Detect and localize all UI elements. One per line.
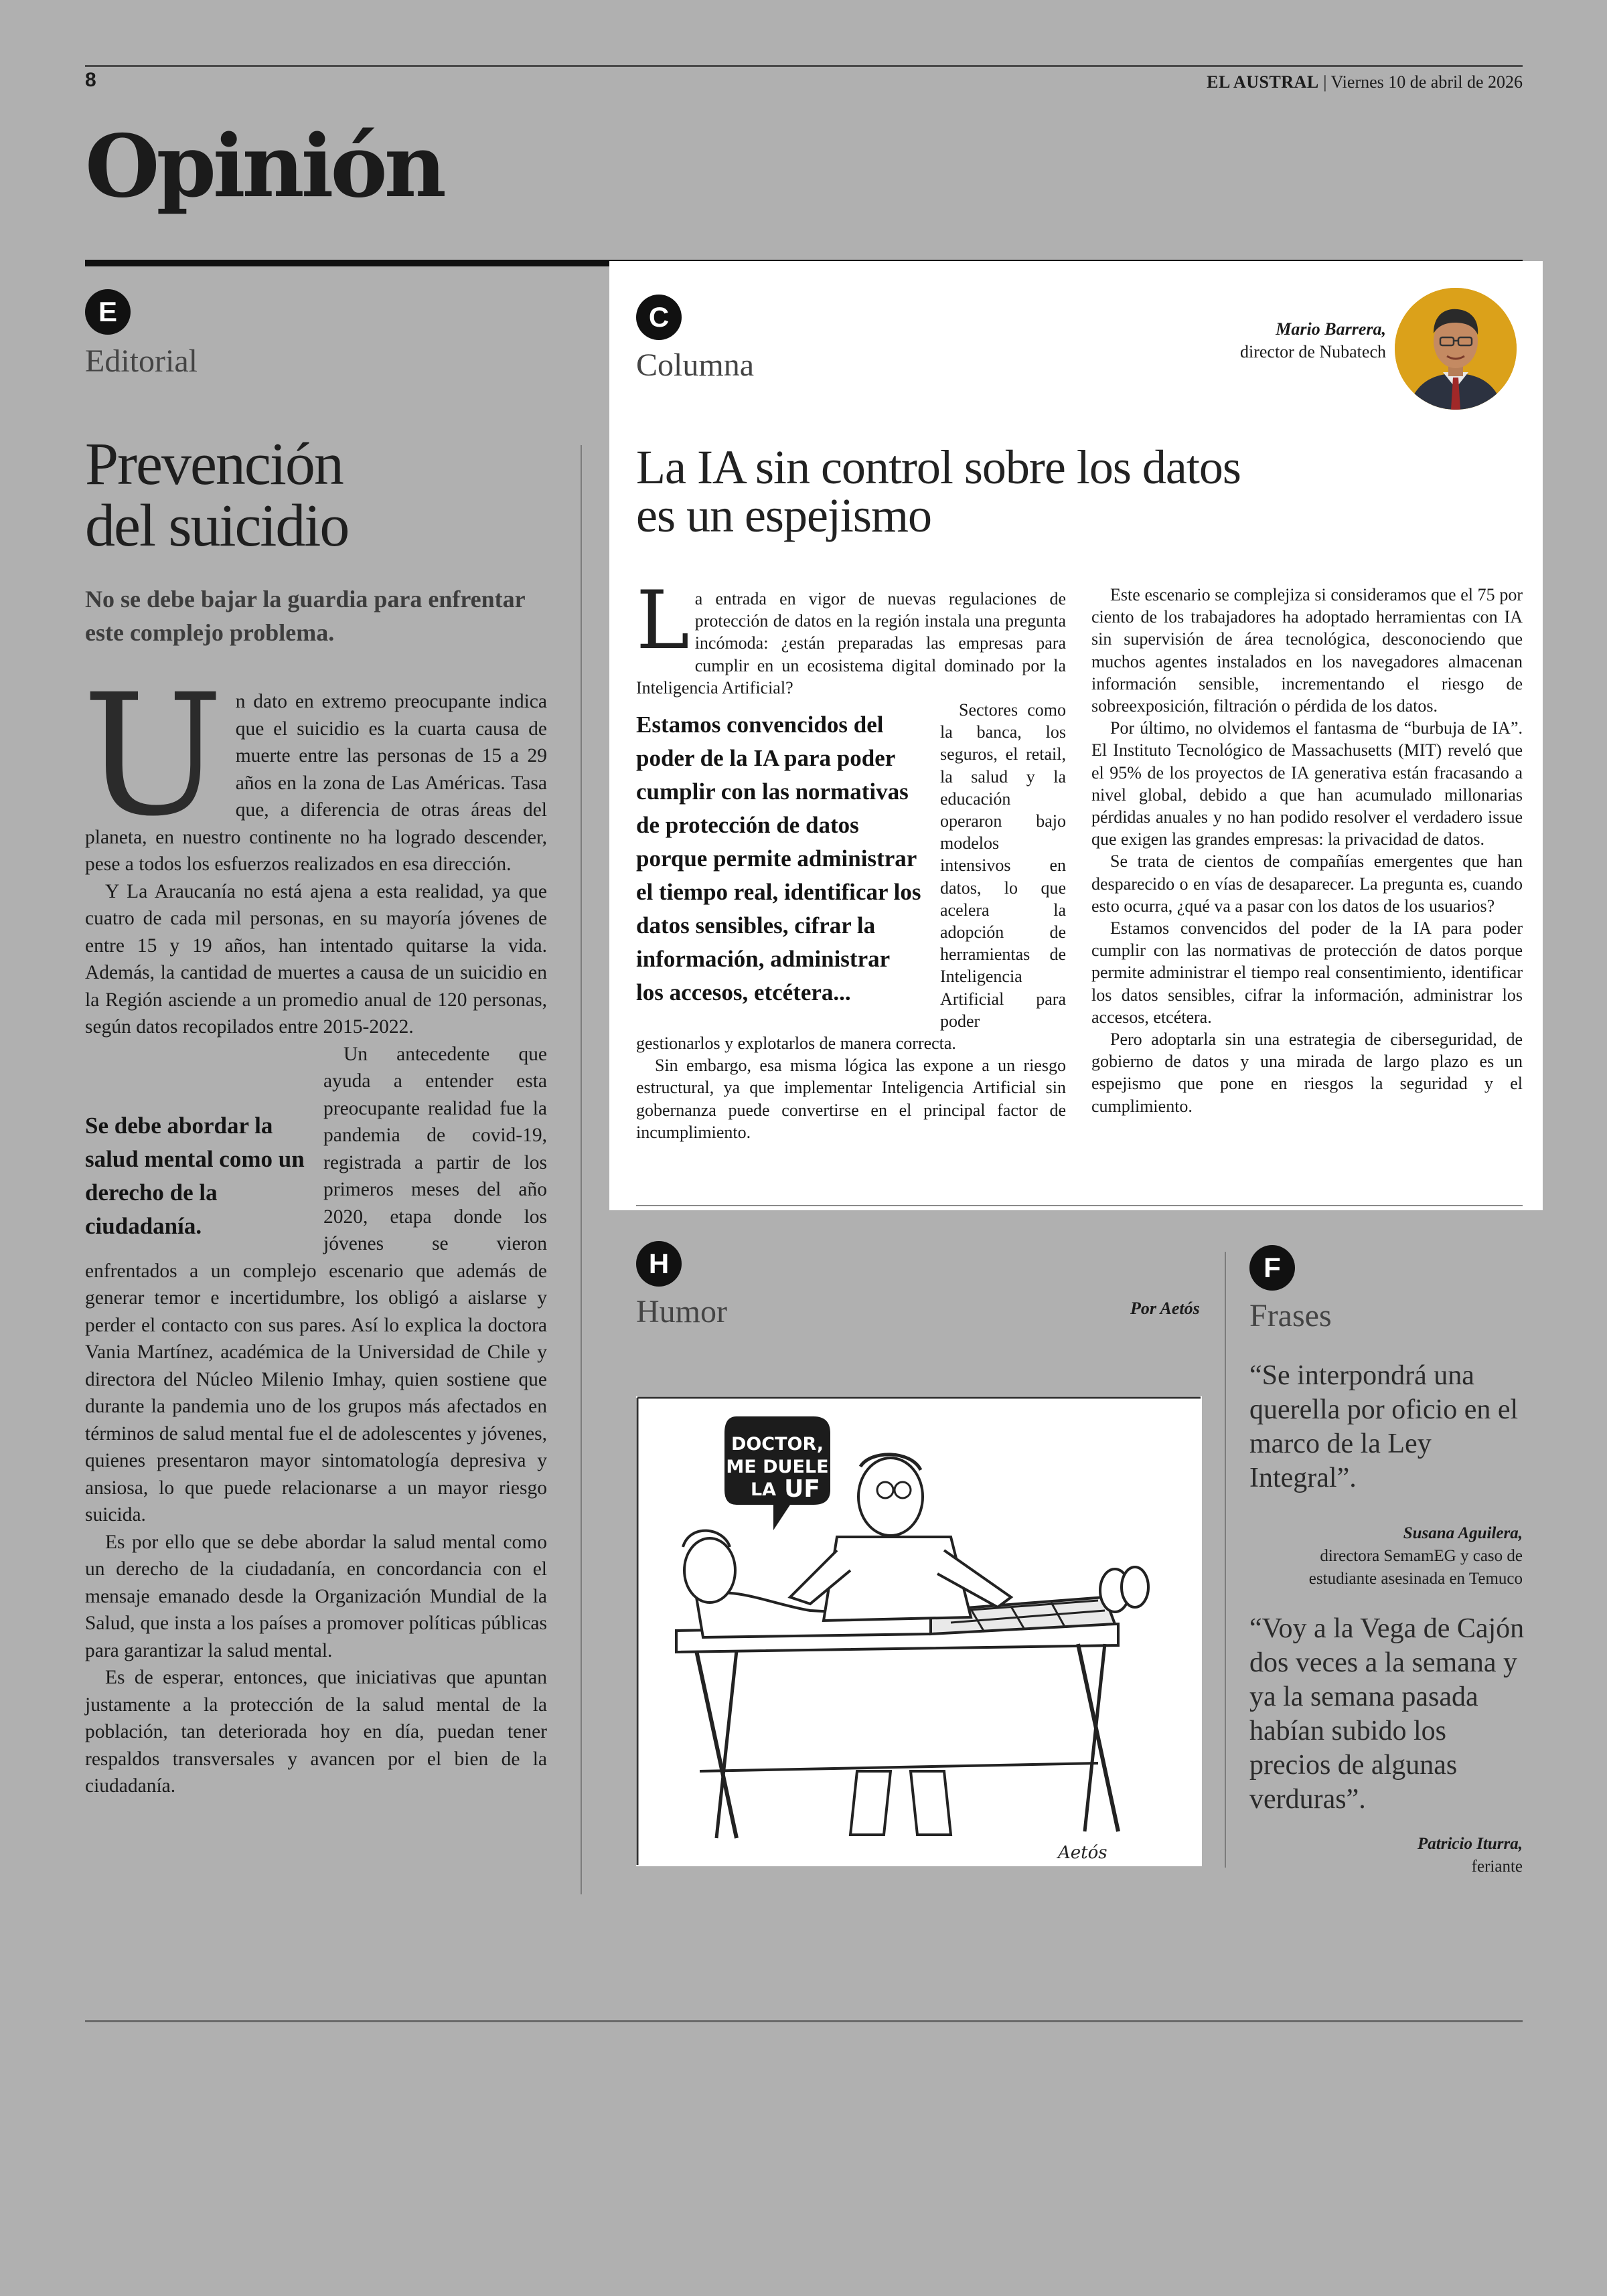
humor-badge: H (636, 1241, 682, 1287)
editorial-deck: No se debe bajar la guardia para enfrentar este complejo problema. (85, 586, 525, 646)
editorial-paragraph: n dato en extremo preocupante indica que el suicidio es la cuarta causa de muerte entre las personas de 15 a 29 años en la zona de Las Américas. Tasa que, a diferencia de otras áreas del planeta, en nuestro continente no ha logrado descender, pese a todos los esfuerzos realizados en esa dirección. (85, 691, 547, 875)
humor-credit: Por Aetós (1130, 1299, 1200, 1318)
column-headline-line2: es un espejismo (636, 489, 931, 542)
humor-kicker: Humor (636, 1294, 727, 1329)
column-paragraph: Sin embargo, esa misma lógica las expone a un riesgo estructural, ya que implementar Inteligencia Artificial sin gobernanza puede convertirse en el principal factor de incumplimiento. (636, 1056, 1066, 1142)
column-paragraph: Pero adoptarla sin una estrategia de ciberseguridad, de gobierno de datos y una mirada de largo plazo es un espejismo que pone en riesgos la seguridad y el cumplimiento. (1091, 1030, 1523, 1116)
editorial-paragraph: Un antecedente que ayuda a entender esta preocupante realidad fue la pandemia de covid-19, registrada a partir de los primeros meses del año 2020, etapa donde los jóvenes se vieron enfrentados a un complejo escenario que además de generar temor e incertidumbre, los obligó a aislarse y perder el contacto con sus pares. Así lo explica la doctora Vania Martínez, académica de la Universidad de Chile y directora del Núcleo Milenio Imhay, quien sostiene que durante la pandemia uno de los grupos más afectados en términos de salud mental fue el de adolescentes y jóvenes, quienes presentaron mayor sintomatología depresiva y ansiosa, lo que puede relacionarse a un mayor riesgo suicida. (85, 1043, 547, 1526)
humor-frases-divider (1225, 1252, 1226, 1868)
column-headline (636, 440, 1241, 542)
quote-1-author-role-1: directora SemamEG y caso de (1320, 1547, 1523, 1565)
editorial-body (82, 658, 547, 1800)
editorial-paragraph: Es por ello que se debe abordar la salud mental como un derecho de la ciudadanía, en concordancia con el mensaje emanado desde la Organización Mundial de la Salud, que insta a los países a promover políticas públicas para garantizar la salud mental. (85, 1531, 547, 1661)
editorial-headline (85, 431, 349, 559)
column-headline-line1: La IA sin control sobre los datos (636, 440, 1241, 494)
author-avatar (1395, 288, 1517, 410)
quote-1-author-role-2: estudiante asesinada en Temuco (1308, 1570, 1523, 1588)
column-author-name: Mario Barrera, (1276, 319, 1386, 339)
quote-1-author (1309, 1522, 1523, 1590)
editorial-badge: E (85, 289, 131, 335)
editorial-pullquote: Se debe abordar la salud mental como un derecho de la ciudadanía. (85, 1112, 305, 1239)
quote-2-author-role: feriante (1471, 1858, 1523, 1876)
frases-kicker: Frases (1249, 1298, 1332, 1333)
column-body-right (1091, 584, 1523, 1117)
editorial-kicker: Editorial (85, 343, 198, 379)
column-bottom-rule (636, 1205, 1523, 1206)
column-kicker: Columna (636, 347, 754, 383)
column-body-left (636, 574, 1066, 1143)
speech-line-2: ME DUELE (726, 1457, 829, 1477)
quote-2-author (1418, 1833, 1523, 1878)
column-paragraph: a entrada en vigor de nuevas regulaciones de protección de datos en la región instala una pregunta incómoda: ¿están preparadas las empresas para cumplir en un ecosistema digital dominado por la Inteligencia Artificial? (636, 589, 1066, 698)
speech-line-3b: UF (784, 1475, 820, 1503)
page-number: 8 (85, 69, 96, 91)
author-portrait-icon (1395, 288, 1517, 410)
speech-line-3a: LA (750, 1479, 777, 1500)
column-pullquote: Estamos convencidos del poder de la IA para poder cumplir con las normativas de protección de datos porque permite administrar el tiempo real, identificar los datos sensibles, cifrar la información, administrar los accesos, etcétera... (636, 712, 921, 1006)
column-paragraph: Se trata de cientos de compañías emergentes que han desparecido o en vías de desaparecer. La pregunta es, cuando esto ocurra, ¿qué va a pasar con los datos de los usuarios? (1091, 851, 1523, 916)
quote-2: “Voy a la Vega de Cajón dos veces a la semana y ya la semana pasada habían subido los precios de algunas verduras”. (1249, 1613, 1525, 1815)
masthead: EL AUSTRAL | Viernes 10 de abril de 2026 (1207, 72, 1523, 92)
column-dropcap: L (636, 574, 690, 667)
cartoon-illustration-icon (636, 1396, 1202, 1866)
column-divider (581, 445, 582, 1894)
column-paragraph: Este escenario se complejiza si consideramos que el 75 por ciento de los trabajadores ha adoptado herramientas con IA sin supervisión de área tecnológica, desconociendo que muchos agentes instalados en los navegadores almacenan información sensible, incrementando el riesgo de sobreexposición, filtración o pérdida de los datos. (1091, 585, 1523, 716)
editorial-paragraph: Es de esperar, entonces, que iniciativas que apuntan justamente a la protección de la salud mental de la población, tan deteriorada hoy en día, puedan tener respaldos transversales y avancen por el bien de la ciudadanía. (85, 1667, 547, 1797)
editorial-paragraph: Y La Araucanía no está ajena a esta realidad, ya que cuatro de cada mil personas, en su mayoría jóvenes de entre 15 y 19 años, han intentado quitarse la vida. Además, la cantidad de muertes a causa de un suicidio en la Región asciende a un promedio anual de 120 personas, según datos recopilados entre 2015-2022. (85, 880, 547, 1038)
newspaper-name: EL AUSTRAL (1207, 72, 1319, 92)
editorial-headline-line1: Prevención (85, 431, 343, 497)
column-paragraph: Estamos convencidos del poder de la IA para poder cumplir con las normativas de protección de datos porque permite administrar el tiempo real consentimiento, identificar los datos sensibles, cifrar la información, administrar los accesos, etcétera. (1091, 918, 1523, 1027)
quote-2-author-name: Patricio Iturra, (1418, 1835, 1523, 1853)
speech-line-1: DOCTOR, (731, 1434, 824, 1455)
frases-badge: F (1249, 1245, 1295, 1291)
quote-1-author-name: Susana Aguilera, (1403, 1524, 1523, 1542)
bottom-rule (85, 2020, 1523, 2022)
editorial-dropcap: U (82, 658, 224, 853)
column-badge: C (636, 295, 682, 340)
issue-date: Viernes 10 de abril de 2026 (1330, 72, 1523, 92)
top-rule (85, 65, 1523, 67)
quote-1: “Se interpondrá una querella por oficio en el marco de la Ley Integral”. (1249, 1360, 1519, 1493)
column-author-role: director de Nubatech (1239, 342, 1386, 361)
column-author (1240, 318, 1386, 363)
column-paragraph: Sectores como la banca, los seguros, el retail, la salud y la educación operaron bajo modelos intensivos en datos, lo que acelera la adopción de herramientas de Inteligencia Artificial para poder gestionarlos y explotarlos de manera correcta. (636, 700, 1066, 1054)
section-title: Opinión (85, 116, 443, 217)
humor-cartoon (636, 1396, 1202, 1866)
cartoon-signature: Aetós (1058, 1843, 1107, 1863)
editorial-headline-line2: del suicidio (85, 493, 349, 559)
column-paragraph: Por último, no olvidemos el fantasma de “burbuja de IA”. El Instituto Tecnológico de Massachusetts (MIT) reveló que el 95% de los proyectos de IA generativa están fracasando a nivel global, debido a que han acumulado millonarias pérdidas anuales y no han podido resolver el verdadero issue que exigen las grandes empresas: la privacidad de datos. (1091, 718, 1523, 849)
